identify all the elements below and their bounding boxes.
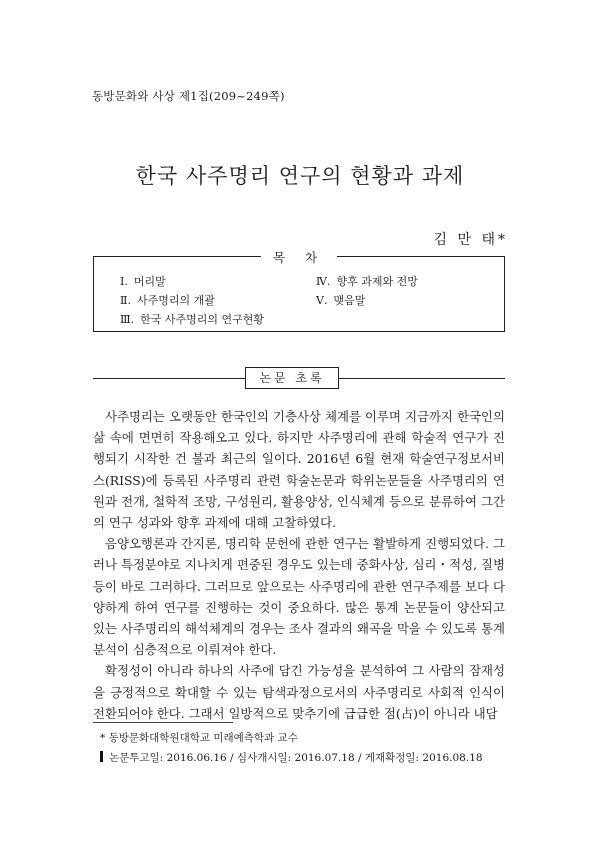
- abstract-paragraph-3: 확정성이 아니라 하나의 사주에 담긴 가능성을 분석하여 그 사람의 잠재성을 긍정적으로 확대할 수 있는 탐색과정으로서의 사주명리로 사회적 인식이 전환되어야 한다. 그래서 일방적으로 맞추기에 급급한 점(占)이 아니라 내담: [93, 663, 505, 721]
- page-title: 한국 사주명리 연구의 현황과 과제: [135, 164, 465, 188]
- toc-item-number: Ⅱ.: [120, 294, 131, 307]
- author-name: 김 만 태*: [433, 232, 508, 248]
- table-of-contents: [93, 250, 505, 332]
- toc-item-5: [316, 292, 365, 308]
- toc-item-1: [120, 273, 166, 289]
- toc-item-number: Ⅴ.: [316, 294, 328, 307]
- toc-item-number: Ⅳ.: [316, 275, 331, 288]
- footnote-divider: [93, 722, 233, 723]
- toc-item-label: 머리말: [133, 275, 166, 288]
- abstract-paragraph-1: 사주명리는 오랫동안 한국인의 기층사상 체계를 이루며 지금까지 한국인의 삶 속에 면면히 작용해오고 있다. 하지만 사주명리에 관해 학술적 연구가 진행되기 시작한 건 불과 최근의 일이다. 2016년 6월 현재 학술연구정보서비스(RISS)에 등록된 사주명리 관련 학술논문과 학위논문들을 사주명리의 연원과 전개, 철학적 조망, 구성원리, 활용양상, 인식체계 등으로 분류하여 그간의 연구 성과와 향후 과제에 대해 고찰하였다.: [93, 409, 505, 531]
- toc-item-3: [120, 311, 264, 327]
- toc-item-label: 한국 사주명리의 연구현황: [140, 313, 264, 326]
- submission-dates: [100, 750, 483, 765]
- toc-title: 목 차: [261, 248, 337, 266]
- footnote-affiliation: * 동방문화대학원대학교 미래예측학과 교수: [100, 732, 298, 744]
- toc-item-4: [316, 273, 418, 289]
- abstract-body: [93, 406, 505, 724]
- toc-item-label: 향후 과제와 전망: [336, 275, 418, 288]
- dates-text: 논문투고일: 2016.06.16 / 심사개시일: 2016.07.18 / 게재확정일: 2016.08.18: [109, 752, 483, 764]
- abstract-heading: 논문 초록: [245, 367, 339, 389]
- toc-item-number: Ⅲ.: [120, 313, 135, 326]
- journal-header: 동방문화와 사상 제1집(209~249쪽): [92, 89, 285, 103]
- abstract-paragraph-2: 음양오행론과 간지론, 명리학 문헌에 관한 연구는 활발하게 진행되었다. 그러나 특정분야로 지나치게 편중된 경우도 있는데 중화사상, 심리・적성, 질병등이 바로 그러하다. 그러므로 앞으로는 사주명리에 관한 연구주제를 보다 다양하게 하여 연구를 진행하는 것이 중요하다. 많은 통계 논문들이 양산되고 있는 사주명리의 해석체계의 경우는 조사 결과의 왜곡을 막을 수 있도록 통계 분석이 심층적으로 이뤄져야 한다.: [93, 536, 505, 658]
- toc-item-2: [120, 292, 215, 308]
- dates-marker: [100, 751, 103, 762]
- toc-item-label: 맺음말: [333, 294, 366, 307]
- toc-item-label: 사주명리의 개괄: [136, 294, 215, 307]
- toc-item-number: Ⅰ.: [120, 275, 128, 288]
